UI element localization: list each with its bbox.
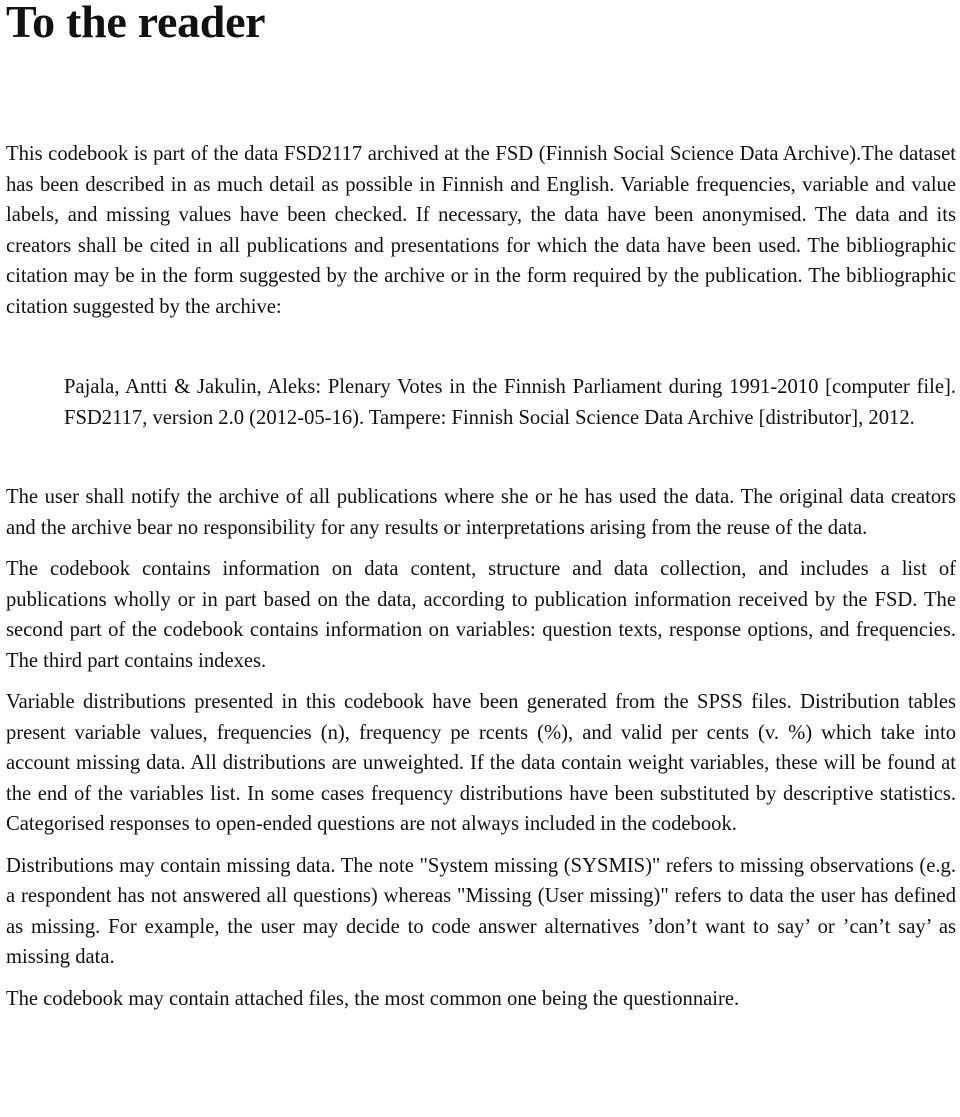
intro-paragraph: This codebook is part of the data FSD2117 archived at the FSD (Finnish Social Science Data Archive).The dataset has been described in as much detail as possible in Finnish and English. Variable frequencies, variable and value labels, and missing values have been checked. If necessary, the data have been anonymised. The data and its creators shall be cited in all publications and presentations for which the data have been used. The bibliographic citation may be in the form suggested by the archive or in the form required by the publication. The bibliographic citation suggested by the archive: (6, 143, 956, 318)
citation-block: Pajala, Antti & Jakulin, Aleks: Plenary Votes in the Finnish Parliament during 1991-2010 [computer file]. FSD2117, version 2.0 (2012-05-16). Tampere: Finnish Social Science Data Archive [distributor], 2012. (64, 376, 956, 429)
attachments-paragraph: The codebook may contain attached files, the most common one being the questionnaire. (6, 987, 740, 1010)
document-page (6, 0, 956, 1014)
missing-data-paragraph: Distributions may contain missing data. The note "System missing (SYSMIS)" refers to missing observations (e.g. a respondent has not answered all questions) whereas "Missing (User missing)" refers to data the user has defined as missing. For example, the user may decide to code answer alternatives ’don’t want to say’ or ’can’t say’ as missing data. (6, 854, 956, 968)
page-title: To the reader (6, 0, 266, 47)
notify-paragraph: The user shall notify the archive of all publications where she or he has used the data. The original data creators and the archive bear no responsibility for any results or interpretations arising from the reuse of the data. (6, 486, 956, 539)
contents-paragraph: The codebook contains information on data content, structure and data collection, and includes a list of publications wholly or in part based on the data, according to publication information received by the FSD. The second part of the codebook contains information on variables: question texts, response options, and frequencies. The third part contains indexes. (6, 558, 956, 672)
distributions-paragraph: Variable distributions presented in this codebook have been generated from the SPSS files. Distribution tables present variable values, frequencies (n), frequency pe rcents (%), and valid per cents (v. %) which take into account missing data. All distributions are unweighted. If the data contain weight variables, these will be found at the end of the variables list. In some cases frequency distributions have been substituted by descriptive statistics. Categorised responses to open-ended questions are not always included in the codebook. (6, 691, 956, 835)
